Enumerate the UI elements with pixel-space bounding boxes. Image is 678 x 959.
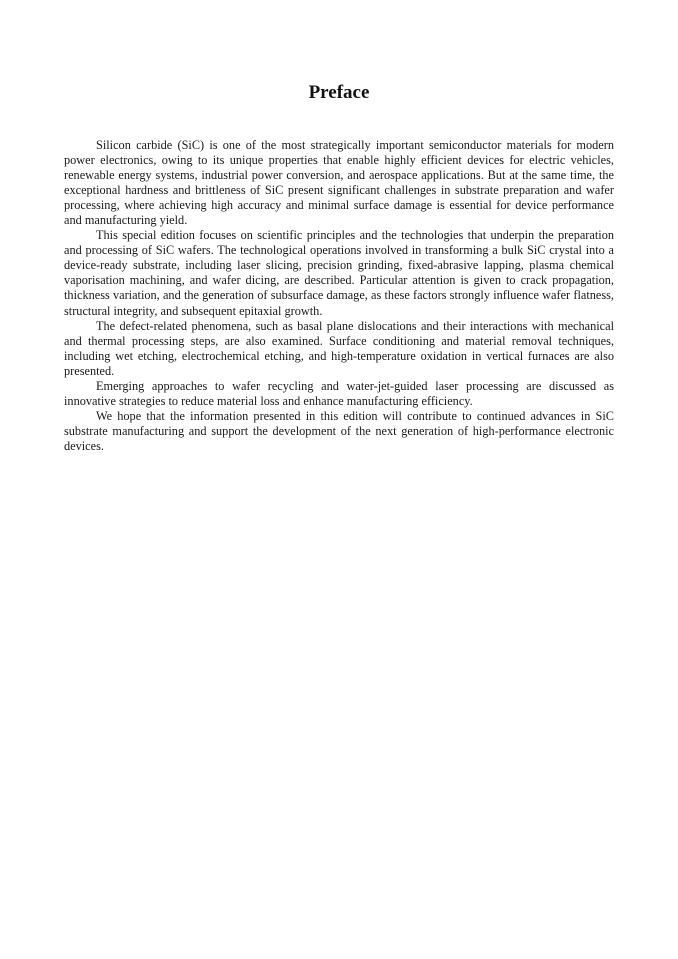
paragraph: We hope that the information presented in this edition will contribute to continued advances in SiC substrate manufacturing and support the development of the next generation of high-performance electronic devices. (64, 408, 614, 453)
preface-body (64, 138, 614, 454)
paragraph: Emerging approaches to wafer recycling and water-jet-guided laser processing are discussed as innovative strategies to reduce material loss and enhance manufacturing efficiency. (64, 378, 614, 408)
paragraph: Silicon carbide (SiC) is one of the most strategically important semiconductor materials for modern power electronics, owing to its unique properties that enable highly efficient devices for electric vehicles, renewable energy systems, industrial power conversion, and aerospace applications. But at the same time, the exceptional hardness and brittleness of SiC present significant challenges in substrate preparation and wafer processing, where achieving high accuracy and minimal surface damage is essential for device performance and manufacturing yield. (64, 138, 614, 228)
paragraph: The defect-related phenomena, such as basal plane dislocations and their interactions with mechanical and thermal processing steps, are also examined. Surface conditioning and material removal techniques, including wet etching, electrochemical etching, and high-temperature oxidation in vertical furnaces are also presented. (64, 318, 614, 378)
paragraph: This special edition focuses on scientific principles and the technologies that underpin the preparation and processing of SiC wafers. The technological operations involved in transforming a bulk SiC crystal into a device-ready substrate, including laser slicing, precision grinding, fixed-abrasive lapping, plasma chemical vaporisation machining, and wafer dicing, are described. Particular attention is given to crack propagation, thickness variation, and the generation of subsurface damage, as these factors strongly influence wafer flatness, structural integrity, and subsequent epitaxial growth. (64, 228, 614, 318)
page-title: Preface (308, 82, 370, 103)
